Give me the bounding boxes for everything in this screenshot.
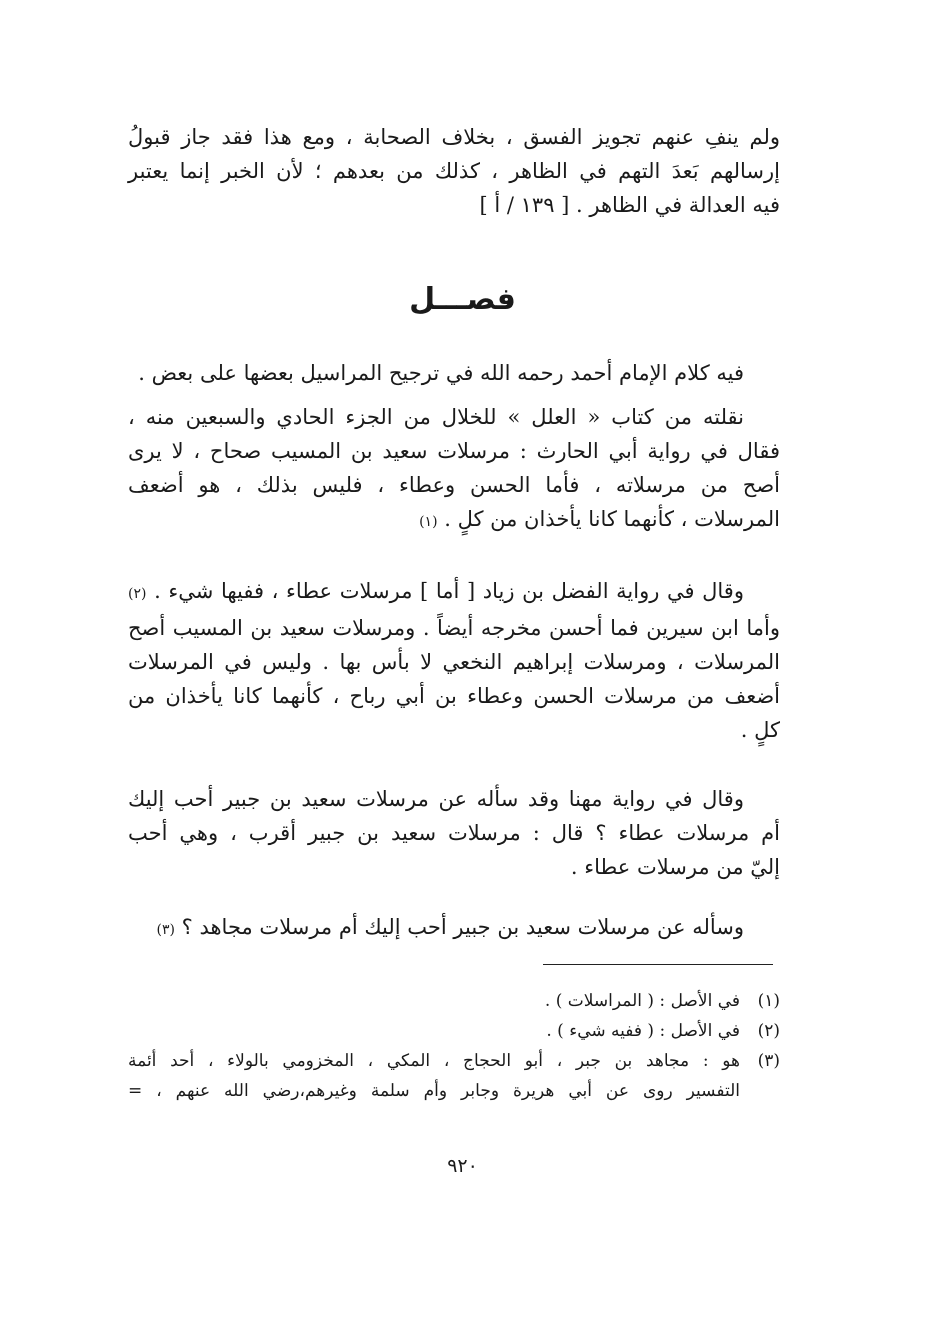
text-line: التفسير روى عن أبي هريرة وجابر وأم سلمة وغيرهم،رضي الله عنهم ، = xyxy=(128,1081,740,1101)
footnotes xyxy=(128,986,780,1106)
text-line: نقلته من كتاب « العلل » للخلال من الجزء الحادي والسبعين منه ، xyxy=(128,405,744,429)
text-line: وقال في رواية مهنا وقد سأله عن مرسلات سعيد بن جبير أحب إليك xyxy=(128,787,744,811)
text-line: إليّ من مرسلات عطاء . xyxy=(570,855,780,879)
text-line: كلٍ . xyxy=(740,718,780,742)
text-line: في الأصل : ( ففيه شيء ) . xyxy=(546,1021,740,1041)
text-line: إرسالهم بَعدَ التهم في الظاهر ، كذلك من بعدهم ؛ لأن الخبر إنما يعتبر xyxy=(128,159,780,183)
footnote-number: (٢) xyxy=(757,1021,780,1041)
footnote xyxy=(128,1016,780,1046)
text-line: أصح من مرسلاته ، فأما الحسن وعطاء ، فليس بذلك ، هو أضعف xyxy=(128,473,780,497)
footnote-marker[interactable]: (٢) xyxy=(128,586,147,602)
footnote-number: (٣) xyxy=(757,1051,780,1071)
footnote-marker[interactable]: (٣) xyxy=(156,922,175,938)
text-line: فيه العدالة في الظاهر . [ ١٣٩ / أ ] xyxy=(479,193,780,217)
footnote-text xyxy=(128,1046,740,1106)
text-line xyxy=(128,574,780,611)
text-fragment: المرسلات ، كأنهما كانا يأخذان من كلٍ . xyxy=(444,507,780,531)
text-line: وأما ابن سيرين فما أحسن مخرجه أيضاً . ومرسلات سعيد بن المسيب أصح xyxy=(128,616,780,640)
paragraph xyxy=(128,400,780,539)
footnote-separator xyxy=(543,964,773,965)
text-line: أم مرسلات عطاء ؟ قال : مرسلات سعيد بن جبير أقرب ، وهي أحب xyxy=(128,821,780,845)
footnote-number: (١) xyxy=(757,991,780,1011)
footnote-marker[interactable]: (١) xyxy=(419,514,438,530)
text-line: في الأصل : ( المراسلات ) . xyxy=(544,991,740,1011)
text-line: هو : مجاهد بن جبر ، أبو الحجاج ، المكي ، المخزومي بالولاء ، أحد أئمة xyxy=(128,1051,740,1071)
footnote-text xyxy=(128,1016,740,1046)
text-line: فيه كلام الإمام أحمد رحمه الله في ترجيح المراسيل بعضها على بعض . xyxy=(138,361,744,385)
text-line: أضعف من مرسلات الحسن وعطاء بن أبي رباح ، كأنهما كانا يأخذان من xyxy=(128,684,780,708)
page-number: ٩٢٠ xyxy=(447,1155,478,1177)
paragraph xyxy=(128,782,780,884)
text-line xyxy=(128,910,780,947)
text-line: المرسلات ، ومرسلات إبراهيم النخعي لا بأس بها . وليس في المرسلات xyxy=(128,650,780,674)
text-line xyxy=(128,502,780,539)
paragraph xyxy=(128,356,780,390)
footnote xyxy=(128,986,780,1016)
text-fragment: وسأله عن مرسلات سعيد بن جبير أحب إليك أم مرسلات مجاهد ؟ xyxy=(181,915,744,939)
paragraph xyxy=(128,574,780,747)
footnote-text xyxy=(128,986,740,1016)
paragraph xyxy=(128,910,780,947)
section-heading: فصـــل xyxy=(409,282,516,317)
footnote xyxy=(128,1046,780,1106)
text-fragment: وقال في رواية الفضل بن زياد [ أما ] مرسلات عطاء ، ففيها شيء . xyxy=(154,579,744,603)
text-line: ولم ينفِ عنهم تجويز الفسق ، بخلاف الصحابة ، ومع هذا فقد جاز قبولُ xyxy=(128,125,780,149)
text-line: فقال في رواية أبي الحارث : مرسلات سعيد بن المسيب صحاح ، لا يرى xyxy=(128,439,780,463)
intro-paragraph xyxy=(128,120,780,222)
